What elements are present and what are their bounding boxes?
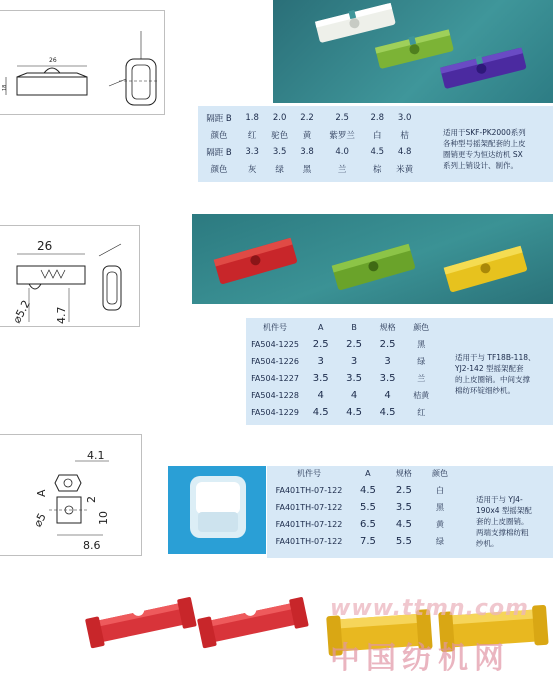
note-line: 的上皮圈销。中间支撑 [455,375,530,384]
table-cell: 桔 [400,130,409,141]
table-cell: 黄 [302,130,312,141]
table-header-cell: 颜色 [413,323,430,332]
table-cell: 4.5 [379,407,396,418]
table-cell: 4.5 [395,519,412,530]
table-cell: 4 [350,390,358,401]
part-photo-3 [168,466,266,554]
parts-photo-2 [192,214,553,304]
watermark-latin: www.ttmn.com [330,596,529,621]
table-cell: 3.5 [312,373,329,384]
table-cell: 5.5 [359,502,376,513]
table-cell: 3.5 [379,373,396,384]
drawing-1 [0,10,165,115]
dim-height-1: 18 [2,84,8,91]
table-row [198,160,420,177]
table-header-cell: 机件号 [263,323,287,332]
table-cell: 白 [372,130,382,141]
table-cell: 颜色 [210,130,228,141]
table-header-cell: B [351,323,357,332]
table-cell: FA401TH-07-122 [275,503,343,512]
note-line: 适用于SKF-PK2000系列 [443,128,526,137]
table-cell: 3.3 [245,146,259,157]
table-row [198,143,420,160]
application-note-3 [476,494,553,549]
dim-a-3: A [35,489,48,497]
table-cell: 黑 [435,503,444,512]
table-header-cell: 颜色 [431,469,448,478]
application-note-1 [443,127,553,171]
table-cell: 3 [317,356,324,367]
note-line: 套的上皮圈销。 [476,517,529,526]
table-cell: 2.5 [395,485,412,496]
table-cell: 灰 [247,164,257,175]
table-cell: FA504-1225 [251,340,299,349]
table-cell: 紫罗兰 [329,130,355,141]
photo-3 [168,466,266,554]
table-cell: FA401TH-07-122 [275,520,343,529]
dim-height-2: 4.7 [55,306,68,324]
table-header-cell: A [365,469,371,478]
technical-drawing-2 [0,226,139,326]
table-cell: 2.2 [300,112,314,123]
table-cell: 黑 [302,164,312,175]
table-cell: 3 [384,356,391,367]
table-row [246,353,438,370]
table-cell: 4.0 [335,146,349,157]
table-cell: 棕 [372,164,382,175]
table-cell: 绿 [435,537,444,546]
table-cell: 驼色 [271,130,289,141]
drawing-2 [0,225,140,327]
table-cell: 4.5 [346,407,363,418]
table-cell: FA504-1228 [251,391,299,400]
table-cell: 黄 [435,520,444,529]
table-header-cell: 机件号 [297,469,321,478]
table-cell: 2.5 [312,339,329,350]
table-cell: 6.5 [359,519,376,530]
table-header-cell: 规格 [379,323,396,332]
table-cell: FA504-1229 [251,408,299,417]
table-row [268,482,458,499]
table-cell: 兰 [337,164,347,175]
table-cell: 兰 [417,374,426,383]
table-cell: FA504-1227 [251,374,299,383]
table-cell: 3.5 [346,373,363,384]
table-cell: 2.8 [370,112,384,123]
note-line: 圈销更专为恒达纺机 SX [443,150,523,159]
table-cell: 红 [417,408,426,417]
table-cell: FA504-1226 [251,357,299,366]
dim-width-1: 26 [49,57,57,64]
table-cell: 隔距 B [206,147,232,158]
note-line: 系列上销设计、制作。 [443,161,518,170]
dim-10-3: 10 [97,511,110,525]
table-cell: 2.5 [346,339,363,350]
table-cell: 5.5 [395,536,412,547]
table-cell: 4.5 [312,407,329,418]
dim-width-2: 26 [37,239,53,253]
table-row [246,336,438,353]
table-cell: 3 [350,356,358,367]
dim-diameter-3: ⌀5 [30,510,49,530]
table-cell: 3.0 [397,112,412,123]
table-cell: 黑 [417,340,426,349]
photo-2 [192,214,553,304]
drawing-3 [0,434,142,556]
table-row [246,387,438,404]
table-cell: 隔距 B [206,113,232,124]
application-note-2 [455,352,553,396]
table-cell: 1.8 [245,112,259,123]
table-cell: 绿 [275,164,284,175]
table-cell: 4.5 [359,485,376,496]
parts-photo-1 [273,0,553,103]
note-line: 适用于与 YJ4- [476,495,523,504]
part-number-table-3 [268,465,458,550]
table-cell: FA401TH-07-122 [275,537,343,546]
table-cell: 4 [384,390,391,401]
table-cell: 4.5 [370,146,384,157]
table-row [268,499,458,516]
table-row [268,516,458,533]
table-row [198,109,420,126]
table-cell: 2.5 [379,339,396,350]
table-cell: 4 [317,390,324,401]
table-cell: 米黄 [396,164,414,175]
table-cell: 7.5 [359,536,376,547]
note-line: YJ2-142 型摇架配套 [455,364,524,373]
table-cell: 颜色 [210,164,228,175]
table-cell: 桔黄 [413,391,430,400]
note-line: 棉纺环锭细纱机。 [455,386,515,395]
table-row [268,533,458,550]
dim-diameter-2: ⌀5.2 [10,298,33,326]
photo-1 [273,0,553,103]
dim-2-3: 2 [85,496,98,503]
note-line: 各种型号摇架配套的上皮 [443,139,526,148]
technical-drawing-3 [0,435,141,555]
table-cell: 4.8 [397,146,412,157]
table-cell: 2.5 [335,112,349,123]
table-cell: 3.5 [395,502,412,513]
table-header-cell: 规格 [395,469,412,478]
table-cell: 3.5 [272,146,287,157]
part-number-table-2 [246,319,438,421]
table-cell: 红 [247,130,257,141]
dim-top-3: 4.1 [87,449,105,462]
table-row [246,404,438,421]
table-header-row [246,319,438,336]
note-line: 190x4 型摇架配 [476,506,532,515]
watermark-cn: 中国纺机网 [330,641,510,676]
table-cell: FA401TH-07-122 [275,486,343,495]
table-cell: 3.8 [300,146,314,157]
dim-bottom-3: 8.6 [83,539,101,552]
table-row [198,126,420,143]
table-cell: 绿 [417,357,426,366]
note-line: 纱机。 [476,539,499,548]
note-line: 适用于与 TF18B-118、 [455,353,536,362]
technical-drawing-1 [0,11,164,114]
table-header-row [268,465,458,482]
table-cell: 白 [435,486,444,495]
table-cell: 2.0 [272,112,287,123]
spacing-color-table [198,109,420,177]
table-header-cell: A [317,323,324,332]
note-line: 两端支撑棉纺粗 [476,528,529,537]
table-row [246,370,438,387]
